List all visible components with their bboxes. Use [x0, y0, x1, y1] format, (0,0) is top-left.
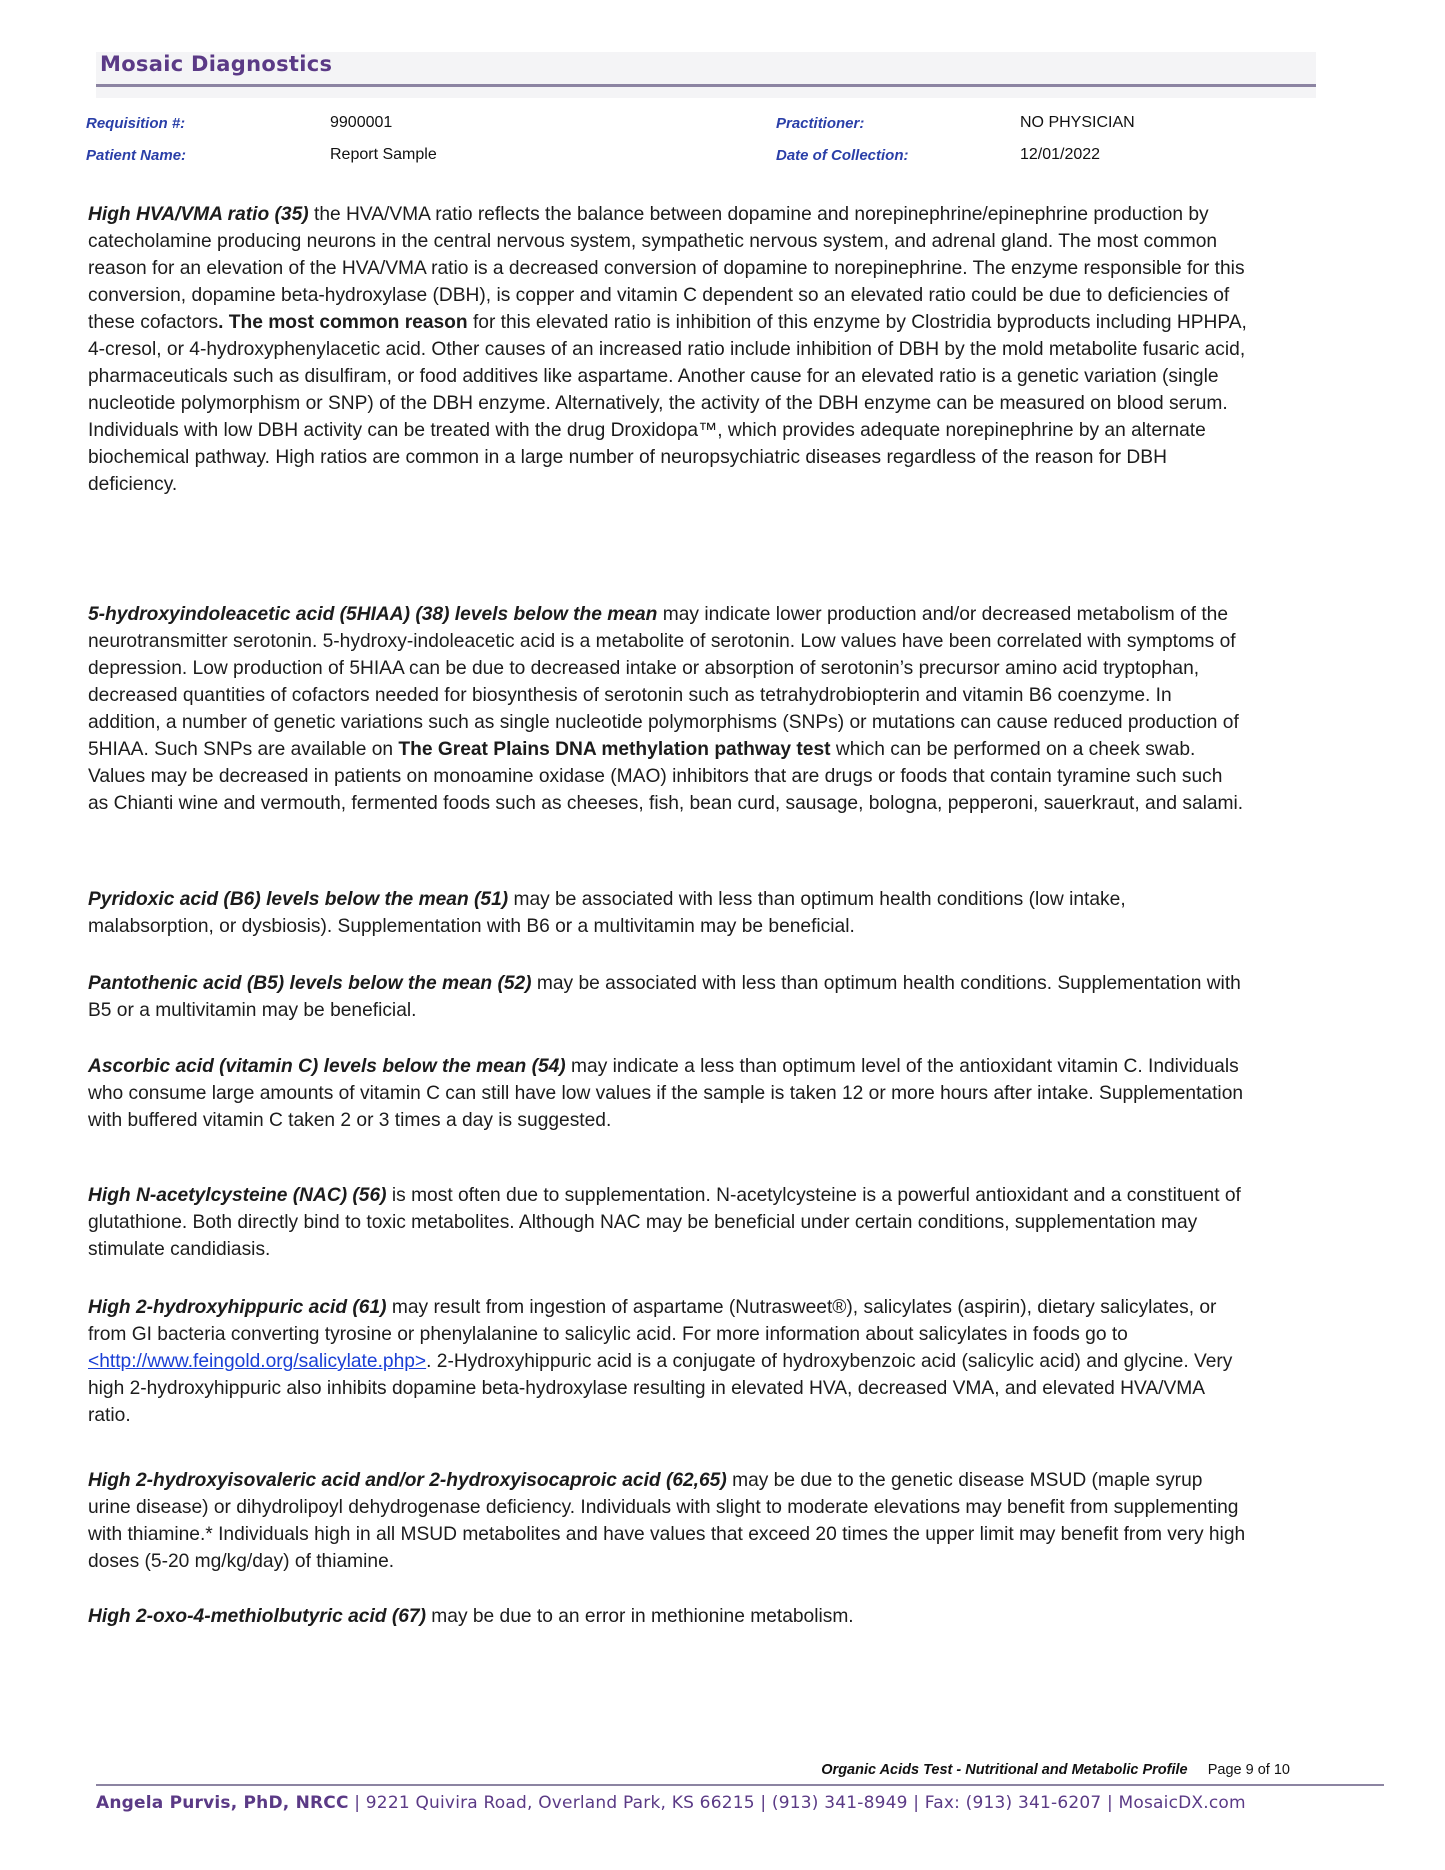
section-hva-vma: [88, 201, 1248, 498]
section-heading: Pyridoxic acid (B6) levels below the mean (51): [88, 889, 509, 910]
section-2-oxo-4-methiolbutyric: [88, 1603, 1248, 1630]
section-text: may indicate a less than optimum level of the antioxidant vitamin C. Individuals who consume large amounts of vitamin C can still have low values if the sample is taken 12 or more hours after intake. Supplementation with buffered vitamin C taken 2 or 3 times a day is suggested.: [88, 1056, 1244, 1131]
page-number: Page 9 of 10: [1207, 1762, 1290, 1778]
section-heading: High HVA/VMA ratio (35): [88, 204, 309, 225]
footer-page-info: [700, 1762, 1290, 1778]
section-text: may result from ingestion of aspartame (Nutrasweet®), salicylates (aspirin), dietary salicylates, or from GI bacteria converting tyrosine or phenylalanine to salicylic acid. For more information about salicylates in foods go to: [88, 1297, 1217, 1345]
collection-date-label: Date of Collection:: [776, 147, 909, 164]
patient-name-value: Report Sample: [330, 146, 437, 163]
section-text: which can be performed on a cheek swab. Values may be decreased in patients on monoamine oxidase (MAO) inhibitors that are drugs or foods that contain tyramine such such as Chianti wine and vermouth, fermented foods such as cheeses, fish, bean curd, sausage, bologna, pepperoni, sauerkraut, and salami.: [88, 739, 1244, 814]
section-heading: 5-hydroxyindoleacetic acid (5HIAA) (38) levels below the mean: [88, 604, 658, 625]
footer-contact-details: | 9221 Quivira Road, Overland Park, KS 66215 | (913) 341-8949 | Fax: (913) 341-6207 | MosaicDX.com: [348, 1793, 1246, 1813]
section-b6: [88, 886, 1248, 940]
footer-contact: [96, 1793, 1396, 1813]
section-text: may be associated with less than optimum health conditions. Supplementation with B5 or a multivitamin may be beneficial.: [88, 973, 1241, 1021]
feingold-link[interactable]: <http://www.feingold.org/salicylate.php>: [88, 1351, 427, 1372]
practitioner-label: Practitioner:: [776, 115, 865, 132]
section-emphasis: . The most common reason: [218, 312, 468, 333]
section-b5: [88, 970, 1248, 1024]
section-msud: [88, 1467, 1248, 1575]
footer-divider: [96, 1784, 1384, 1786]
section-text: may be associated with less than optimum health conditions (low intake, malabsorption, or dysbiosis). Supplementation with B6 or a multivitamin may be beneficial.: [88, 889, 1126, 937]
section-heading: High N-acetylcysteine (NAC) (56): [88, 1185, 387, 1206]
section-vitamin-c: [88, 1053, 1248, 1134]
section-heading: High 2-hydroxyisovaleric acid and/or 2-hydroxyisocaproic acid (62,65): [88, 1470, 727, 1491]
section-text: for this elevated ratio is inhibition of this enzyme by Clostridia byproducts including HPHPA, 4-cresol, or 4-hydroxyphenylacetic acid. Other causes of an increased ratio include inhibition of DBH by the mold metabolite fusaric acid, pharmaceuticals such as disulfiram, or food additives like aspartame. Another cause for an elevated ratio is a genetic variation (single nucleotide polymorphism or SNP) of the DBH enzyme. Alternatively, the activity of the DBH enzyme can be measured on blood serum. Individuals with low DBH activity can be treated with the drug Droxidopa™, which provides adequate norepinephrine by an alternate biochemical pathway. High ratios are common in a large number of neuropsychiatric diseases regardless of the reason for DBH deficiency.: [88, 312, 1247, 495]
section-text: may indicate lower production and/or decreased metabolism of the neurotransmitter serotonin. 5-hydroxy-indoleacetic acid is a metabolite of serotonin. Low values have been correlated with symptoms of depression. Low production of 5HIAA can be due to decreased intake or absorption of serotonin’s precursor amino acid tryptophan, decreased quantities of cofactors needed for biosynthesis of serotonin such as tetrahydrobiopterin and vitamin B6 coenzyme. In addition, a number of genetic variations such as single nucleotide polymorphisms (SNPs) or mutations can cause reduced production of 5HIAA. Such SNPs are available on: [88, 604, 1239, 760]
section-emphasis: The Great Plains DNA methylation pathway test: [398, 739, 831, 760]
header-divider: [96, 84, 1316, 87]
section-heading: High 2-hydroxyhippuric acid (61): [88, 1297, 387, 1318]
section-heading: High 2-oxo-4-methiolbutyric acid (67): [88, 1606, 426, 1627]
section-text: the HVA/VMA ratio reflects the balance between dopamine and norepinephrine/epinephrine production by catecholamine producing neurons in the central nervous system, sympathetic nervous system, and adrenal gland. The most common reason for an elevation of the HVA/VMA ratio is a decreased conversion of dopamine to norepinephrine. The enzyme responsible for this conversion, dopamine beta-hydroxylase (DBH), is copper and vitamin C dependent so an elevated ratio could be due to deficiencies of these cofactors: [88, 204, 1245, 333]
section-text: may be due to the genetic disease MSUD (maple syrup urine disease) or dihydrolipoyl dehydrogenase deficiency. Individuals with slight to moderate elevations may benefit from supplementing with thiamine.* Individuals high in all MSUD metabolites and have values that exceed 20 times the upper limit may benefit from very high doses (5-20 mg/kg/day) of thiamine.: [88, 1470, 1246, 1572]
section-text: is most often due to supplementation. N-acetylcysteine is a powerful antioxidant and a constituent of glutathione. Both directly bind to toxic metabolites. Although NAC may be beneficial under certain conditions, supplementation may stimulate candidiasis.: [88, 1185, 1241, 1260]
footer-contact-name: Angela Purvis, PhD, NRCC: [96, 1793, 349, 1813]
collection-date-value: 12/01/2022: [1020, 146, 1101, 163]
requisition-label: Requisition #:: [86, 115, 186, 132]
practitioner-value: NO PHYSICIAN: [1020, 114, 1135, 131]
section-heading: Ascorbic acid (vitamin C) levels below the mean (54): [88, 1056, 566, 1077]
section-5hiaa: [88, 601, 1248, 817]
patient-name-label: Patient Name:: [86, 147, 187, 164]
section-text: may be due to an error in methionine metabolism.: [425, 1606, 854, 1627]
section-2-hydroxyhippuric: [88, 1294, 1248, 1429]
footer-test-name: Organic Acids Test - Nutritional and Metabolic Profile: [821, 1762, 1188, 1778]
brand-logo-text: Mosaic Diagnostics: [100, 52, 333, 76]
requisition-value: 9900001: [330, 114, 393, 131]
section-text: . 2-Hydroxyhippuric acid is a conjugate of hydroxybenzoic acid (salicylic acid) and glycine. Very high 2-hydroxyhippuric also inhibits dopamine beta-hydroxylase resulting in elevated HVA, decreased VMA, and elevated HVA/VMA ratio.: [88, 1351, 1233, 1426]
section-heading: Pantothenic acid (B5) levels below the mean (52): [88, 973, 532, 994]
section-nac: [88, 1182, 1248, 1263]
